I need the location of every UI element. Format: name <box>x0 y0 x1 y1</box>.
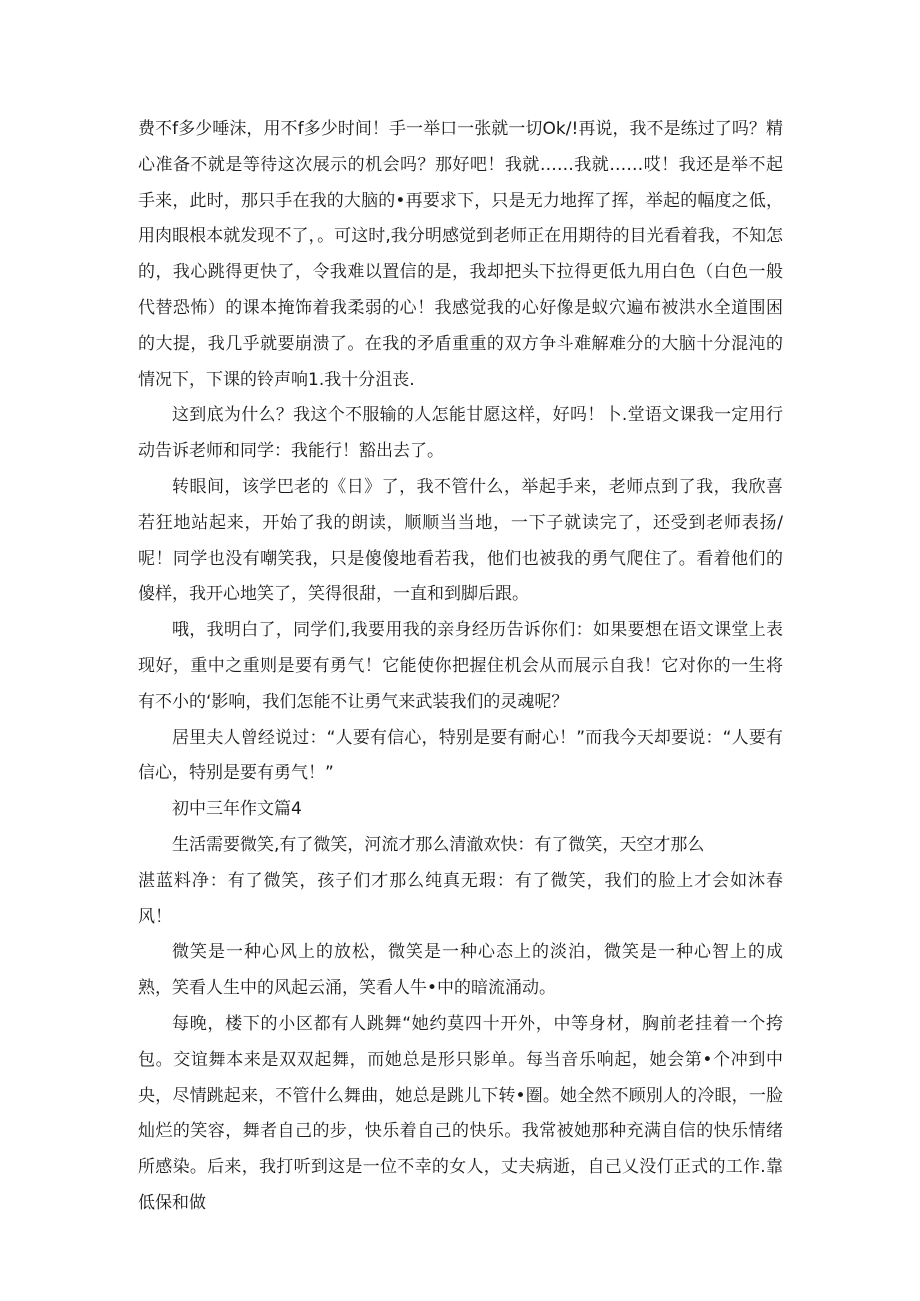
paragraph-8: 每晚，楼下的小区都有人跳舞“她约莫四十开外，中等身材，胸前老挂着一个挎包。交谊舞本来是双双起舞，而她总是形只影单。每当音乐响起，她会第•个冲到中央，尽情跳起来，不管什么舞曲，她总是跳儿下转•圈。她全然不顾別人的冷眼，一脸灿烂的笑容，舞者自己的步，快乐着自己的快乐。我常被她那种充满自信的快乐情绪所感染。后来，我打听到这是一位不幸的女人，丈夫病逝，自己乂没仃正式的工作.靠低保和做 <box>138 1013 783 1213</box>
section-heading: 初中三年作文篇4 <box>172 799 302 820</box>
paragraph-6-line-2: 湛蓝料净：有了微笑，孩子们才那么纯真无瑕：有了微笑，我们的脸上才会如沐春风！ <box>138 870 783 927</box>
paragraph-3: 转眼间，该学巴老的《日》了，我不管什么，举起手来，老师点到了我，我欣喜若狂地站起来，开始了我的朗读，顺顺当当地，一下子就读完了，还受到老师表扬/呢！同学也没有嘲笑我，只是傻傻地看若我，他们也被我的勇气爬住了。看着他们的傻样，我开心地笑了，笑得很甜，一直和到脚后跟。 <box>138 476 783 605</box>
paragraph-1: 费不f多少唾沫，用不f多少时间！手一举口一张就一切Ok/!再说，我不是练过了吗？精心准备不就是等待这次展示的机会吗？那好吧！我就……我就……哎！我还是举不起手来，此时，那只手在我的大脑的•再要求下，只是无力地挥了挥，举起的幅度之低，用肉眼根本就发现不了，。可这时,我分明感觉到老师正在用期待的目光看着我，不知怎的，我心跳得更快了，令我难以置信的是，我却把头下拉得更低九用白色（白色一般代替恐怖）的课本掩饰着我柔弱的心！我感觉我的心好像是蚁穴遍布被洪水全道围困的大提，我几乎就要崩溃了。在我的矛盾重重的双方争斗难解难分的大脑十分混沌的情况下，下课的铃声响1.我十分沮丧. <box>138 119 783 390</box>
paragraph-4: 哦，我明白了，同学们,我要用我的亲身经历告诉你们：如果要想在语文课堂上表现好，重中之重则是要有勇气！它能使你把握住机会从而展示自我！它对你的一生将有不小的‘影响，我们怎能不让勇气来武装我们的灵魂呢？ <box>138 620 783 712</box>
paragraph-5: 居里夫人曾经说过：“人要有信心，特别是要有耐心！”而我今天却要说：“人要有信心，特别是要有勇气！” <box>138 727 783 784</box>
document-body <box>138 112 783 1222</box>
paragraph-2: 这到底为什么？我这个不服输的人怎能甘愿这样，好吗！卜.堂语文课我一定用行动告诉老师和同学：我能行！豁出去了。 <box>138 405 783 462</box>
paragraph-6-line-1: 生活需要微笑,有了微笑，河流才那么清澈欢快：有了微笑，天空才那么 <box>172 834 705 855</box>
paragraph-7: 微笑是一种心风上的放松，微笑是一种心态上的淡泊，微笑是一种心智上的成熟，笑看人生中的风起云涌，笑看人牛•中的暗流涌动。 <box>138 942 783 999</box>
